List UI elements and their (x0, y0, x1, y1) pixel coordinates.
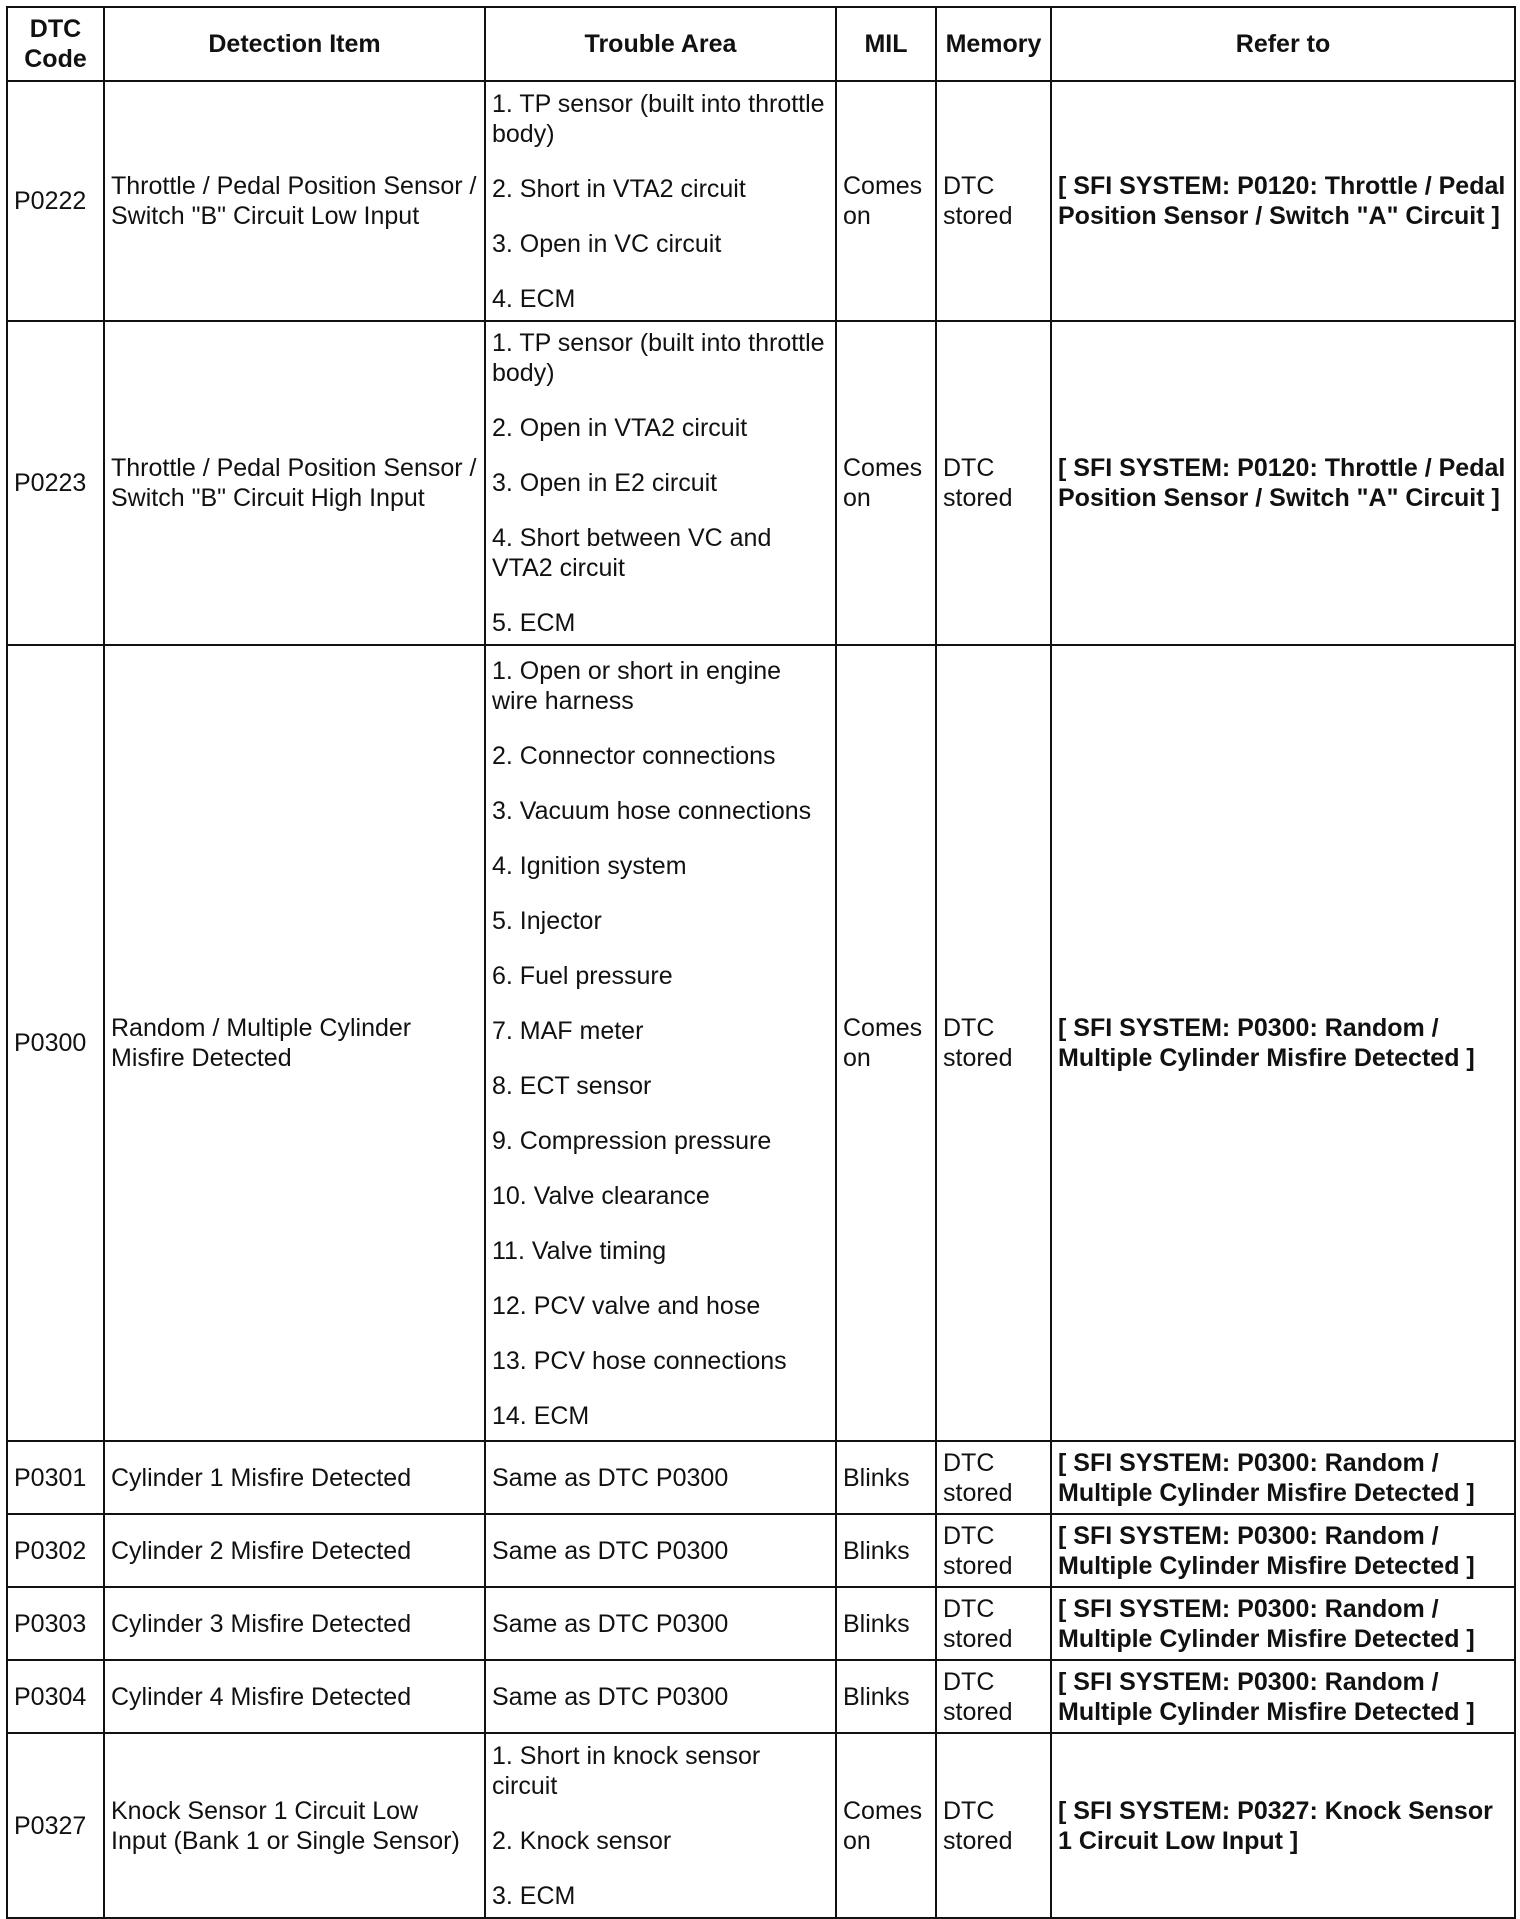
mil-cell: Blinks (836, 1660, 936, 1733)
trouble-area-cell (485, 1514, 836, 1587)
mil-cell: Blinks (836, 1587, 936, 1660)
dtc-code-cell: P0327 (7, 1733, 104, 1918)
trouble-area-item: Same as DTC P0300 (492, 1463, 729, 1492)
refer-to-link: [ SFI SYSTEM: P0120: Throttle / Pedal Position Sensor / Switch "A" Circuit ] (1051, 81, 1515, 321)
trouble-area-item: 9. Compression pressure (492, 1126, 772, 1155)
mil-cell: Comes on (836, 1733, 936, 1918)
refer-to-link: [ SFI SYSTEM: P0300: Random / Multiple Cylinder Misfire Detected ] (1051, 1514, 1515, 1587)
trouble-area-item: 12. PCV valve and hose (492, 1291, 761, 1320)
refer-to-link: [ SFI SYSTEM: P0300: Random / Multiple Cylinder Misfire Detected ] (1051, 1660, 1515, 1733)
mil-cell: Blinks (836, 1441, 936, 1514)
trouble-area-item: 3. Open in VC circuit (492, 229, 722, 258)
trouble-area-cell (485, 1660, 836, 1733)
detection-item-cell: Knock Sensor 1 Circuit Low Input (Bank 1 or Single Sensor) (104, 1733, 485, 1918)
header-row (7, 7, 1515, 81)
trouble-area-item: 3. Vacuum hose connections (492, 796, 812, 825)
trouble-area-item: 3. ECM (492, 1881, 576, 1910)
dtc-code-cell: P0300 (7, 645, 104, 1441)
detection-item-cell: Cylinder 4 Misfire Detected (104, 1660, 485, 1733)
trouble-area-item: 7. MAF meter (492, 1016, 644, 1045)
trouble-area-item: 10. Valve clearance (492, 1181, 710, 1210)
trouble-area-item: 8. ECT sensor (492, 1071, 652, 1100)
trouble-area-item: 1. Short in knock sensor circuit (492, 1741, 761, 1800)
mil-cell: Blinks (836, 1514, 936, 1587)
dtc-table (6, 6, 1516, 1919)
memory-cell: DTC stored (936, 81, 1051, 321)
trouble-area-item: 4. ECM (492, 284, 576, 313)
trouble-area-item: 14. ECM (492, 1401, 590, 1430)
trouble-area-item: 2. Connector connections (492, 741, 776, 770)
trouble-area-item: 5. Injector (492, 906, 602, 935)
mil-cell: Comes on (836, 321, 936, 645)
mil-cell: Comes on (836, 81, 936, 321)
dtc-code-cell: P0222 (7, 81, 104, 321)
trouble-area-item: 2. Open in VTA2 circuit (492, 414, 748, 442)
table-row (7, 1587, 1515, 1660)
detection-item-cell: Throttle / Pedal Position Sensor / Switch "B" Circuit High Input (104, 321, 485, 645)
trouble-area-item: 1. Open or short in engine wire harness (492, 656, 782, 715)
header-mil: MIL (836, 7, 936, 81)
trouble-area-item: 2. Knock sensor (492, 1826, 672, 1855)
detection-item-cell: Cylinder 3 Misfire Detected (104, 1587, 485, 1660)
dtc-code-cell: P0304 (7, 1660, 104, 1733)
dtc-code-cell: P0301 (7, 1441, 104, 1514)
memory-cell: DTC stored (936, 645, 1051, 1441)
header-trouble-area: Trouble Area (485, 7, 836, 81)
trouble-area-cell (485, 81, 836, 321)
trouble-area-item: Same as DTC P0300 (492, 1609, 729, 1638)
memory-cell: DTC stored (936, 1514, 1051, 1587)
trouble-area-item: 3. Open in E2 circuit (492, 469, 718, 497)
trouble-area-item: 4. Ignition system (492, 851, 687, 880)
dtc-code-cell: P0302 (7, 1514, 104, 1587)
trouble-area-cell (485, 1587, 836, 1660)
refer-to-link: [ SFI SYSTEM: P0327: Knock Sensor 1 Circuit Low Input ] (1051, 1733, 1515, 1918)
header-refer-to: Refer to (1051, 7, 1515, 81)
table-row (7, 81, 1515, 321)
trouble-area-item: 2. Short in VTA2 circuit (492, 174, 746, 203)
header-detection-item: Detection Item (104, 7, 485, 81)
trouble-area-item: Same as DTC P0300 (492, 1536, 729, 1565)
memory-cell: DTC stored (936, 1733, 1051, 1918)
table-row (7, 1514, 1515, 1587)
refer-to-link: [ SFI SYSTEM: P0300: Random / Multiple Cylinder Misfire Detected ] (1051, 1587, 1515, 1660)
trouble-area-item: Same as DTC P0300 (492, 1682, 729, 1711)
header-memory: Memory (936, 7, 1051, 81)
mil-cell: Comes on (836, 645, 936, 1441)
header-dtc-code: DTC Code (7, 7, 104, 81)
trouble-area-item: 6. Fuel pressure (492, 961, 673, 990)
trouble-area-item: 11. Valve timing (492, 1236, 667, 1265)
detection-item-cell: Cylinder 1 Misfire Detected (104, 1441, 485, 1514)
memory-cell: DTC stored (936, 1660, 1051, 1733)
dtc-code-cell: P0223 (7, 321, 104, 645)
detection-item-cell: Random / Multiple Cylinder Misfire Detected (104, 645, 485, 1441)
table-row (7, 1733, 1515, 1918)
table-row (7, 321, 1515, 645)
trouble-area-cell (485, 645, 836, 1441)
dtc-code-cell: P0303 (7, 1587, 104, 1660)
refer-to-link: [ SFI SYSTEM: P0120: Throttle / Pedal Position Sensor / Switch "A" Circuit ] (1051, 321, 1515, 645)
trouble-area-item: 1. TP sensor (built into throttle body) (492, 329, 825, 387)
trouble-area-cell (485, 1441, 836, 1514)
table-row (7, 1660, 1515, 1733)
detection-item-cell: Cylinder 2 Misfire Detected (104, 1514, 485, 1587)
table-row (7, 645, 1515, 1441)
trouble-area-item: 4. Short between VC and VTA2 circuit (492, 524, 772, 582)
trouble-area-item: 5. ECM (492, 609, 576, 637)
refer-to-link: [ SFI SYSTEM: P0300: Random / Multiple Cylinder Misfire Detected ] (1051, 1441, 1515, 1514)
table-row (7, 1441, 1515, 1514)
trouble-area-cell (485, 1733, 836, 1918)
memory-cell: DTC stored (936, 321, 1051, 645)
memory-cell: DTC stored (936, 1587, 1051, 1660)
trouble-area-item: 1. TP sensor (built into throttle body) (492, 89, 825, 148)
detection-item-cell: Throttle / Pedal Position Sensor / Switch "B" Circuit Low Input (104, 81, 485, 321)
memory-cell: DTC stored (936, 1441, 1051, 1514)
refer-to-link: [ SFI SYSTEM: P0300: Random / Multiple Cylinder Misfire Detected ] (1051, 645, 1515, 1441)
trouble-area-cell (485, 321, 836, 645)
trouble-area-item: 13. PCV hose connections (492, 1346, 787, 1375)
